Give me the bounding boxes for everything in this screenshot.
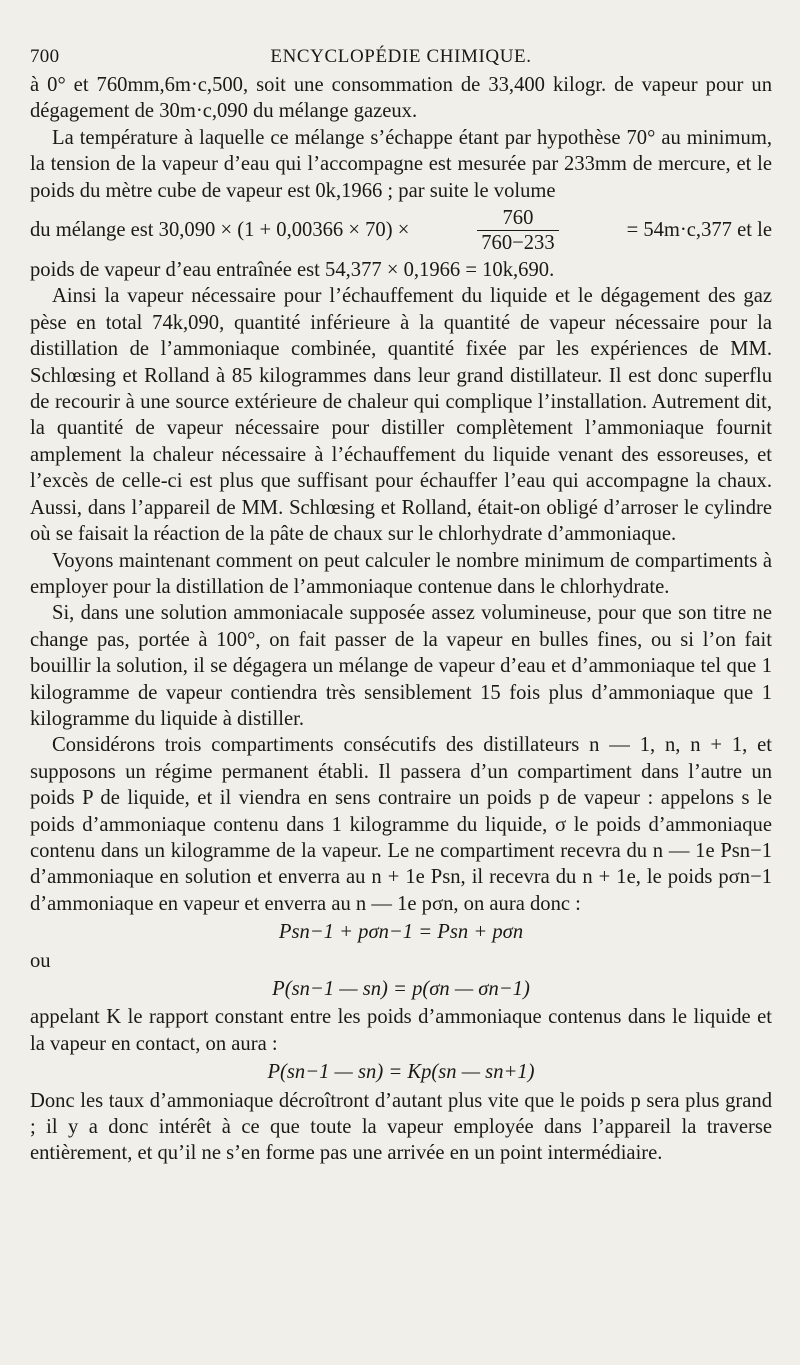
running-title: ENCYCLOPÉDIE CHIMIQUE. [270, 46, 532, 67]
paragraph-2: La température à laquelle ce mélange s’échappe étant par hypothèse 70° au minimum, la tension de la vapeur d’eau qui l’accompagne est mesurée par 233mm de mercure, et le poids du mètre cube de vapeur est 0k,1966 ; par suite le volume [30, 126, 772, 202]
formula-suffix: = 54m·c,377 et le [626, 219, 772, 242]
paragraph-4: Ainsi la vapeur nécessaire pour l’échauffement du liquide et le dégagement des gaz pèse en total 74k,090, quantité inférieure à la quantité de vapeur nécessaire pour la distillation de l’ammoniaque combinée, quantité fixée par les expériences de MM. Schlœsing et Rolland à 85 kilogrammes dans leur grand distillateur. Il est donc superflu de recourir à une source extérieure de chaleur qui complique l’installation. Autrement dit, la quantité de vapeur nécessaire pour distiller complètement l’ammoniaque fournit amplement la chaleur nécessaire à l’échauffement du liquide venant des essoreuses, et l’excès de celle-ci est plus que suffisant pour échauffer l’eau qui accompagne la chaux. Aussi, dans l’appareil de MM. Schlœsing et Rolland, était-on obligé d’arroser le cylindre où se faisait la réaction de la pâte de chaux sur le chlorhydrate d’ammoniaque. [30, 285, 772, 546]
page-header [30, 38, 772, 72]
page-number: 700 [30, 46, 60, 67]
paragraph-5: Voyons maintenant comment on peut calculer le nombre minimum de compartiments à employer pour la distillation de l’ammoniaque contenue dans le chlorhydrate. [30, 549, 772, 598]
paragraph-1: à 0° et 760mm,6m·c,500, soit une consommation de 33,400 kilogr. de vapeur pour un dégagement de 30m·c,090 du mélange gazeux. [30, 74, 772, 123]
equation-3: P(sn−1 — sn) = Kp(sn — sn+1) [267, 1061, 535, 1084]
formula-prefix: du mélange est 30,090 × (1 + 0,00366 × 70) × [30, 219, 410, 242]
body-text [30, 72, 772, 1167]
equation-2: P(sn−1 — sn) = p(σn — σn−1) [272, 978, 530, 1000]
paragraph-9: Donc les taux d’ammoniaque décroîtront d’autant plus vite que le poids p sera plus grand ; il y a donc intérêt à ce que toute la vapeur employée dans l’appareil la traverse entièrement, et qu’il ne s’en forme pas une arrivée en un point intermédiaire. [30, 1089, 772, 1165]
equation-1: Psn−1 + pσn−1 = Psn + pσn [278, 921, 524, 944]
formula-fraction [477, 206, 558, 255]
equation-connector-ou: ou [30, 949, 51, 972]
paragraph-6: Si, dans une solution ammoniacale supposée assez volumineuse, pour que son titre ne change pas, portée à 100°, on fait passer de la vapeur en bulles fines, ou si l’on fait bouillir la solution, il se dégagera un mélange de vapeur d’eau et d’ammoniaque tel que 1 kilogramme de vapeur contiendra très sensiblement 15 fois plus d’ammoniaque que 1 kilogramme du liquide à distiller. [30, 602, 772, 730]
paragraph-7: Considérons trois compartiments consécutifs des distillateurs n — 1, n, n + 1, et supposons un régime permanent établi. Il passera d’un compartiment dans l’autre un poids P de liquide, et il viendra en sens contraire un poids p de vapeur : appelons s le poids d’ammoniaque contenu dans 1 kilogramme du liquide, σ le poids d’ammoniaque contenu dans un kilogramme de la vapeur. Le ne compartiment recevra du n — 1e Psn−1 d’ammoniaque en solution et enverra au n + 1e Psn, il recevra du n + 1e, le poids pσn−1 d’ammoniaque en vapeur et enverra au n — 1e pσn, on aura donc : [30, 734, 772, 915]
fraction-numerator: 760 [477, 206, 558, 231]
paragraph-8: appelant K le rapport constant entre les poids d’ammoniaque contenus dans le liquide et la vapeur en contact, on aura : [30, 1006, 772, 1055]
fraction-denominator: 760−233 [481, 232, 555, 255]
paragraph-3: poids de vapeur d’eau entraînée est 54,377 × 0,1966 = 10k,690. [30, 259, 555, 282]
formula-volume [30, 206, 772, 255]
